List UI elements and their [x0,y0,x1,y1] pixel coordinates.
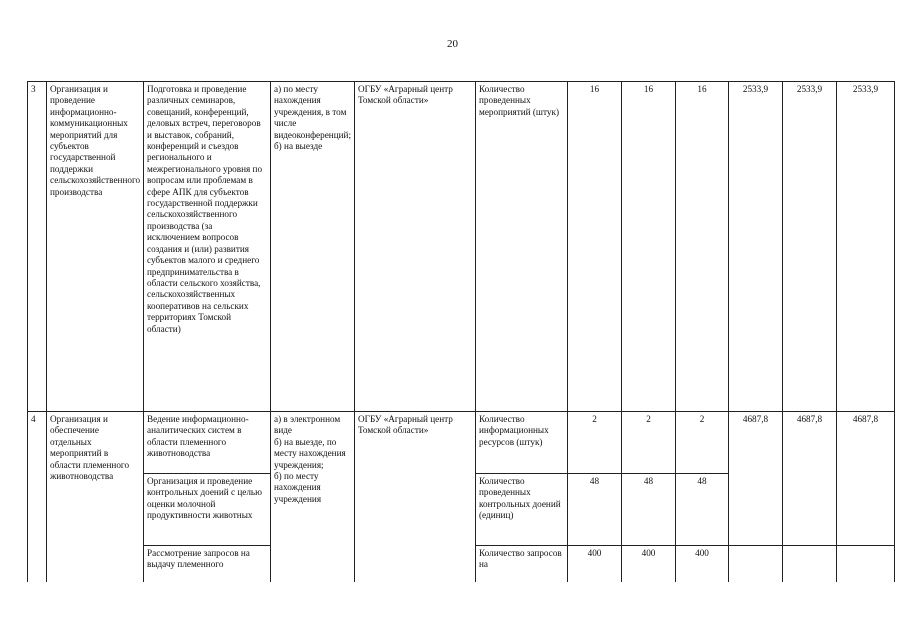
indicator-value-2: 400 [622,546,676,582]
page-number: 20 [447,38,458,50]
executor: ОГБУ «Аграрный центр Томской области» [355,412,476,582]
indicator-value-2: 2 [622,412,676,474]
funding-value-2: 2533,9 [783,82,837,412]
funding-empty-3 [837,546,895,582]
activity-description: Подготовка и проведение различных семинаров, совещаний, конференций, деловых встреч, переговоров и выставок, собраний, конференций и съездов регионального и межрегионального уровня по вопросам или проблемам в сфере АПК для субъектов государственной поддержки сельскохозяйственного производства (за исключением вопросов создания и (или) развития субъектов малого и среднего предпринимательства в области сельского хозяйства, сельскохозяйственных кооперативов на сельских территориях Томской области) [144,82,271,412]
row-number: 3 [28,82,47,412]
funding-value-1: 4687,8 [729,412,783,546]
indicator-value-3: 16 [676,82,729,412]
activities-table [27,81,895,582]
funding-value-3: 2533,9 [837,82,895,412]
activity-description: Рассмотрение запросов на выдачу племенного [144,546,271,582]
execution-form: а) в электронном виде б) на выезде, по месту нахождения учреждения; б) по месту нахождения учреждения [271,412,355,546]
row-number: 4 [28,412,47,582]
indicator-value-2: 16 [622,82,676,412]
indicator-value-3: 400 [676,546,729,582]
indicator-value-3: 48 [676,474,729,546]
execution-form-empty [271,546,355,582]
funding-empty-2 [783,546,837,582]
funding-value-1: 2533,9 [729,82,783,412]
indicator-value-3: 2 [676,412,729,474]
event-name: Организация и обеспечение отдельных мероприятий в области племенного животноводства [47,412,144,582]
funding-value-3: 4687,8 [837,412,895,546]
indicator: Количество проведенных контрольных доений (единиц) [476,474,568,546]
execution-form: а) по месту нахождения учреждения, в том числе видеоконференций; б) на выезде [271,82,355,412]
table-row [28,412,895,474]
indicator-value-2: 48 [622,474,676,546]
indicator: Количество проведенных мероприятий (штук) [476,82,568,412]
indicator: Количество информационных ресурсов (штук) [476,412,568,474]
indicator-value-1: 2 [568,412,622,474]
funding-empty-1 [729,546,783,582]
funding-value-2: 4687,8 [783,412,837,546]
indicator: Количество запросов на [476,546,568,582]
indicator-value-1: 16 [568,82,622,412]
activity-description: Ведение информационно-аналитических систем в области племенного животноводства [144,412,271,474]
indicator-value-1: 48 [568,474,622,546]
activity-description: Организация и проведение контрольных доений с целью оценки молочной продуктивности животных [144,474,271,546]
executor: ОГБУ «Аграрный центр Томской области» [355,82,476,412]
table-row [28,82,895,412]
indicator-value-1: 400 [568,546,622,582]
event-name: Организация и проведение информационно-коммуникационных мероприятий для субъектов государственной поддержки сельскохозяйственного производства [47,82,144,412]
